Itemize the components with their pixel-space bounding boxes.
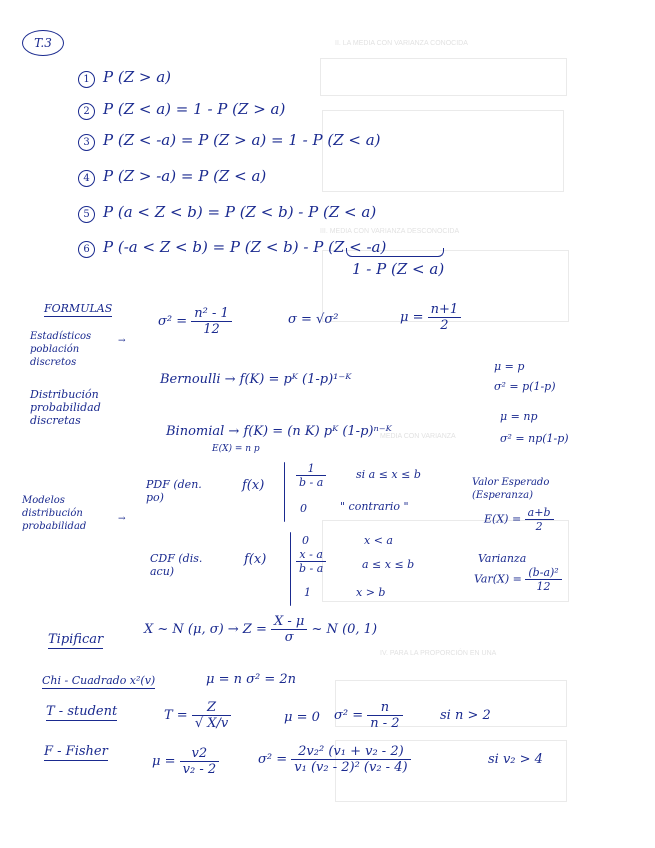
cdf-case-3: 1 <box>304 586 311 599</box>
arrow: → <box>118 336 126 346</box>
variance-label: Varianza <box>478 552 527 565</box>
cdf-case-1-cond: x < a <box>364 534 393 547</box>
prob-rule-6-denominator: 1 - P (Z < a) <box>352 260 445 278</box>
expected-formula: E(X) = $\frac{a+b}{2}$ <box>484 506 554 533</box>
models-label: Modelos distribución probabilidad <box>22 495 87 532</box>
binomial-mu: μ = np <box>500 410 538 423</box>
tstudent-mu: μ = 0 <box>284 710 320 725</box>
variance-formula: Var(X) = $\frac{\text{(b-a)²}}{12}$ <box>474 566 562 593</box>
prob-rule-6: 6 P (-a < Z < b) = P (Z < b) - P (Z < -a) <box>78 238 386 258</box>
pdf-label: PDF (den. po) <box>146 478 202 504</box>
expected-label: Valor Esperado (Esperanza) <box>472 477 550 501</box>
tipificar-label: Tipificar <box>48 632 104 647</box>
ghost-text: IV. PARA LA PROPORCIÓN EN UNA <box>380 650 497 657</box>
tstudent-t-formula: T = $\frac{Z}{√ X/v}$ <box>164 700 231 731</box>
chi-formula: μ = n σ² = 2n <box>206 672 296 687</box>
binomial-formula: Binomial → f(K) = (n K) pᴷ (1-p)ⁿ⁻ᴷ <box>166 424 392 439</box>
sigma-formula: σ = √σ² <box>288 312 339 327</box>
fisher-label: F - Fisher <box>44 744 108 759</box>
formulas-heading: FORMULAS <box>44 302 113 315</box>
tipificar-formula: X ~ N (μ, σ) → Z = $\frac{X - \mu}{\sigma}$ ~ N (0, 1) <box>144 614 378 645</box>
fisher-var: σ² = $\frac{\text{2v₂² (v₁ + v₂ - 2)}}{\text{v₁ (v₂ - 2)² (v₂ - 4)}}$ <box>258 744 411 775</box>
arrow: → <box>118 514 126 524</box>
ghost-text: MEDIA CON VARIANZA <box>380 433 456 440</box>
prob-rule-3: 3 P (Z < -a) = P (Z > a) = 1 - P (Z < a) <box>78 131 381 151</box>
pdf-brace <box>284 462 285 522</box>
binomial-expectation: E(X) = n p <box>212 444 260 454</box>
pdf-case-2-cond: " contrario " <box>340 500 409 513</box>
binomial-var: σ² = np(1-p) <box>500 432 569 445</box>
pdf-case-2: 0 <box>300 502 307 515</box>
tstudent-cond: si n > 2 <box>440 708 491 723</box>
fisher-cond: si v₂ > 4 <box>488 752 543 767</box>
prob-rule-1: 1 P (Z > a) <box>78 68 171 88</box>
prob-rule-4: 4 P (Z > -a) = P (Z < a) <box>78 167 266 187</box>
prob-rule-5: 5 P (a < Z < b) = P (Z < b) - P (Z < a) <box>78 203 376 223</box>
brace-underline <box>346 248 444 257</box>
ghost-table <box>322 110 564 192</box>
cdf-case-2-cond: a ≤ x ≤ b <box>362 558 415 571</box>
chi-label: Chi - Cuadrado x²(v) <box>42 674 156 687</box>
cdf-case-1: 0 <box>302 534 309 547</box>
cdf-case-2: $\frac{x - a}{b - a}$ <box>296 548 326 575</box>
mu-formula: μ = $\frac{n+1}{2}$ <box>400 302 461 333</box>
bernoulli-mu: μ = p <box>494 360 525 373</box>
cdf-label: CDF (dis. acu) <box>150 552 203 578</box>
bernoulli-var: σ² = p(1-p) <box>494 380 556 393</box>
pdf-f: f(x) <box>242 478 265 493</box>
sigma2-formula: σ² = $\frac{\text{n² - 1}}{12}$ <box>158 306 232 337</box>
cdf-f: f(x) <box>244 552 267 567</box>
cdf-case-3-cond: x > b <box>356 586 386 599</box>
bernoulli-formula: Bernoulli → f(K) = pᴷ (1-p)¹⁻ᴷ <box>160 372 352 387</box>
pdf-case-1: $\frac{1}{b - a}$ <box>296 462 326 489</box>
discrete-dist-label: Distribución probabilidad discretas <box>30 388 101 427</box>
ghost-text: III. MEDIA CON VARIANZA DESCONOCIDA <box>320 228 460 235</box>
prob-rule-2: 2 P (Z < a) = 1 - P (Z > a) <box>78 100 285 120</box>
discrete-stats-label: Estadísticos población discretos <box>30 331 92 368</box>
fisher-mu: μ = $\frac{v2}{\text{v₂ - 2}}$ <box>152 746 219 777</box>
tstudent-label: T - student <box>46 704 118 719</box>
pdf-case-1-cond: si a ≤ x ≤ b <box>356 468 421 481</box>
cdf-brace <box>290 532 291 606</box>
ghost-text: II. LA MEDIA CON VARIANZA CONOCIDA <box>335 40 468 47</box>
topic-tag: T.3 <box>22 30 64 56</box>
tstudent-var: σ² = $\frac{n}{n - 2}$ <box>334 700 403 731</box>
ghost-table <box>320 58 567 96</box>
